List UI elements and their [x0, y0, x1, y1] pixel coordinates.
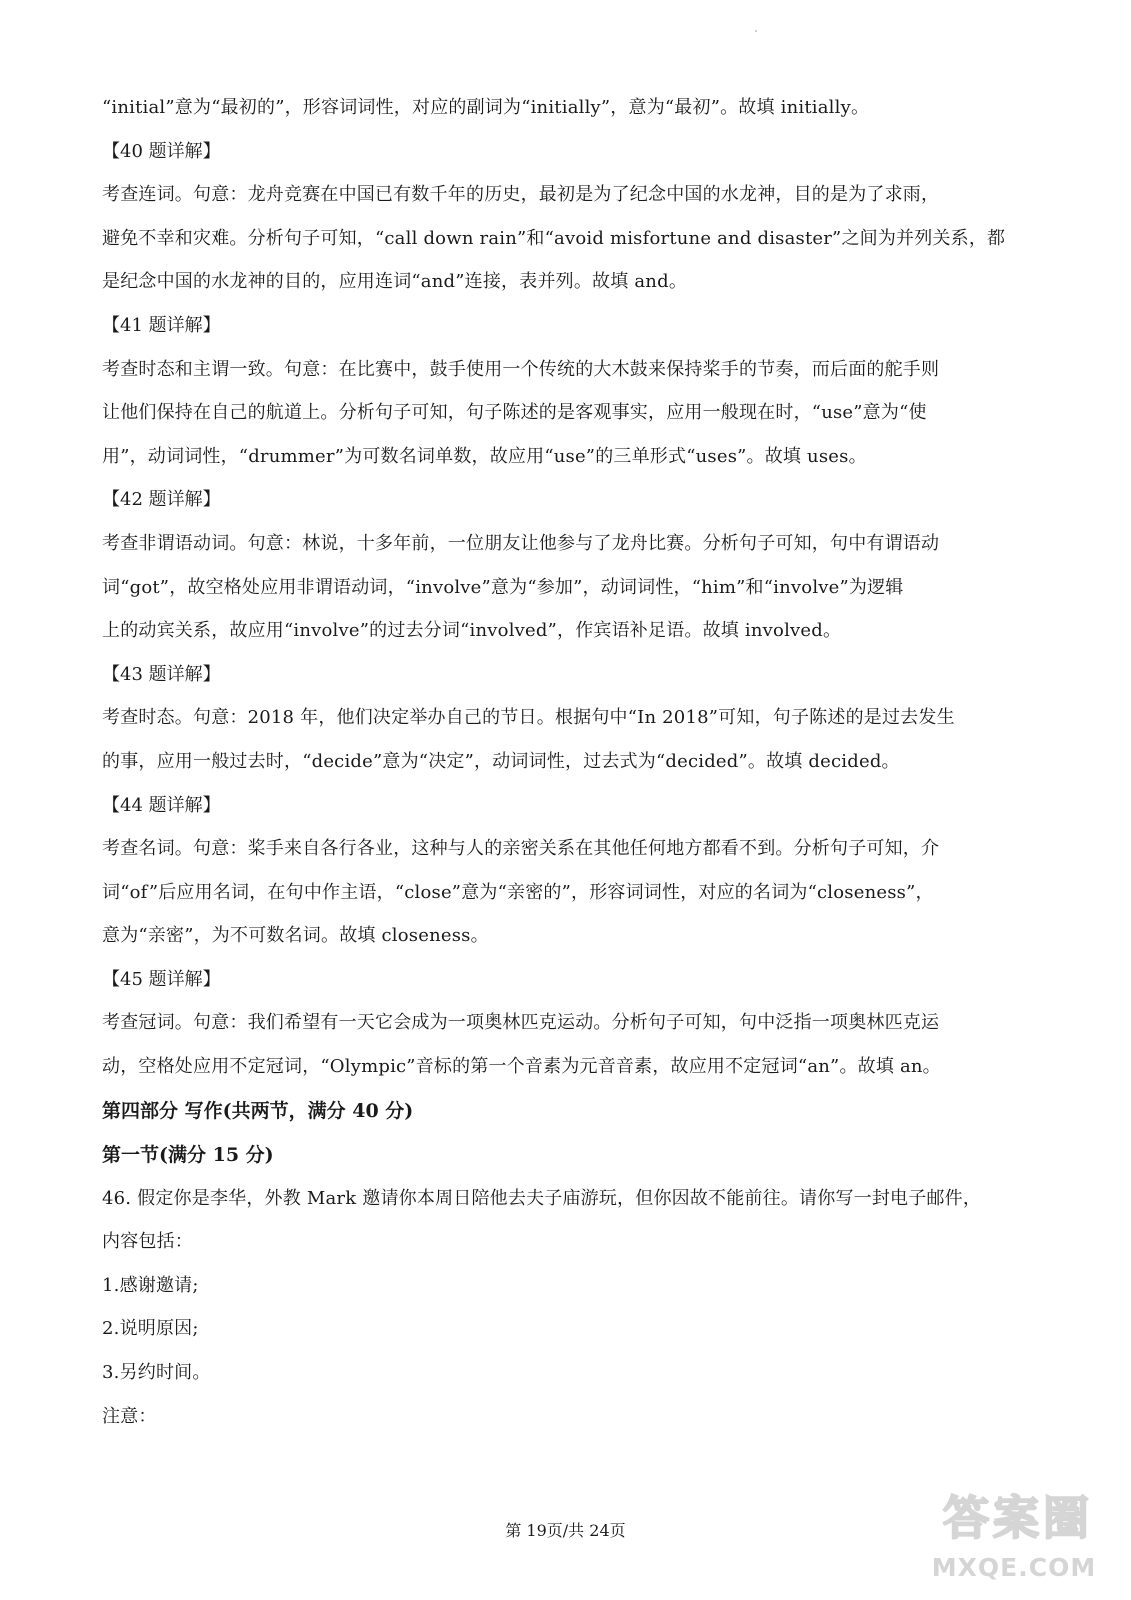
paragraph-line: 3.另约时间。	[102, 1362, 211, 1384]
watermark-url-text: MXQE.COM	[931, 1553, 1097, 1582]
question-heading: 【45 题详解】	[102, 968, 221, 990]
paragraph-line: 避免不幸和灾难。分析句子可知，“call down rain”和“avoid misfortune and disaster”之间为并列关系，都	[102, 227, 1006, 249]
paragraph-line: 内容包括：	[102, 1231, 193, 1253]
scan-speck	[755, 30, 757, 32]
paragraph-line: 上的动宾关系，故应用“involve”的过去分词“involved”，作宾语补足语。故填 involved。	[102, 620, 842, 642]
paragraph-line: 46. 假定你是李华，外教 Mark 邀请你本周日陪他去夫子庙游玩，但你因故不能前往。请你写一封电子邮件，	[102, 1187, 982, 1209]
paragraph-line: 注意：	[102, 1405, 157, 1427]
paragraph-line: 词“got”，故空格处应用非谓语动词，“involve”意为“参加”，动词词性，“him”和“involve”为逻辑	[102, 576, 904, 598]
question-heading: 【44 题详解】	[102, 794, 221, 816]
paragraph-line: 考查时态。句意：2018 年，他们决定举办自己的节日。根据句中“In 2018”可知，句子陈述的是过去发生	[102, 707, 955, 729]
paragraph-line: 考查时态和主谓一致。句意：在比赛中，鼓手使用一个传统的大木鼓来保持桨手的节奏，而后面的舵手则	[102, 358, 940, 380]
paragraph-line: “initial”意为“最初的”，形容词词性，对应的副词为“initially”，意为“最初”。故填 initially。	[102, 97, 870, 118]
question-heading: 【41 题详解】	[102, 314, 221, 336]
question-heading: 【42 题详解】	[102, 489, 221, 511]
page-number: 第 19页/共 24页	[505, 1521, 626, 1540]
watermark-cn-text: 答案圈	[943, 1491, 1093, 1545]
section-title: 第四部分 写作(共两节，满分 40 分)	[102, 1099, 414, 1122]
paragraph-line: 2.说明原因;	[102, 1318, 199, 1340]
section-title: 第一节(满分 15 分)	[102, 1143, 274, 1166]
paragraph-line: 考查非谓语动词。句意：林说，十多年前，一位朋友让他参与了龙舟比赛。分析句子可知，句中有谓语动	[102, 532, 940, 554]
paragraph-line: 意为“亲密”，为不可数名词。故填 closeness。	[102, 925, 489, 947]
paragraph-line: 的事，应用一般过去时，“decide”意为“决定”，动词词性，过去式为“decided”。故填 decided。	[102, 750, 900, 772]
paragraph-line: 1.感谢邀请;	[102, 1274, 199, 1296]
paragraph-line: 考查连词。句意：龙舟竞赛在中国已有数千年的历史，最初是为了纪念中国的水龙神，目的是为了求雨，	[102, 184, 940, 206]
watermark-logo	[909, 1476, 1109, 1586]
question-heading: 【43 题详解】	[102, 663, 221, 685]
document-body	[102, 86, 1022, 1438]
paragraph-line: 用”，动词词性，“drummer”为可数名词单数，故应用“use”的三单形式“uses”。故填 uses。	[102, 445, 867, 467]
paragraph-line: 是纪念中国的水龙神的目的，应用连词“and”连接，表并列。故填 and。	[102, 271, 688, 293]
question-heading: 【40 题详解】	[102, 140, 221, 162]
paragraph-line: 考查名词。句意：桨手来自各行各业，这种与人的亲密关系在其他任何地方都看不到。分析句子可知，介	[102, 838, 940, 860]
paragraph-line: 动，空格处应用不定冠词，“Olympic”音标的第一个音素为元音音素，故应用不定冠词“an”。故填 an。	[102, 1056, 941, 1078]
paragraph-line: 考查冠词。句意：我们希望有一天它会成为一项奥林匹克运动。分析句子可知，句中泛指一项奥林匹克运	[102, 1012, 940, 1034]
paragraph-line: 让他们保持在自己的航道上。分析句子可知，句子陈述的是客观事实，应用一般现在时，“use”意为“使	[102, 402, 927, 424]
paragraph-line: 词“of”后应用名词，在句中作主语，“close”意为“亲密的”，形容词词性，对应的名词为“closeness”，	[102, 881, 934, 903]
